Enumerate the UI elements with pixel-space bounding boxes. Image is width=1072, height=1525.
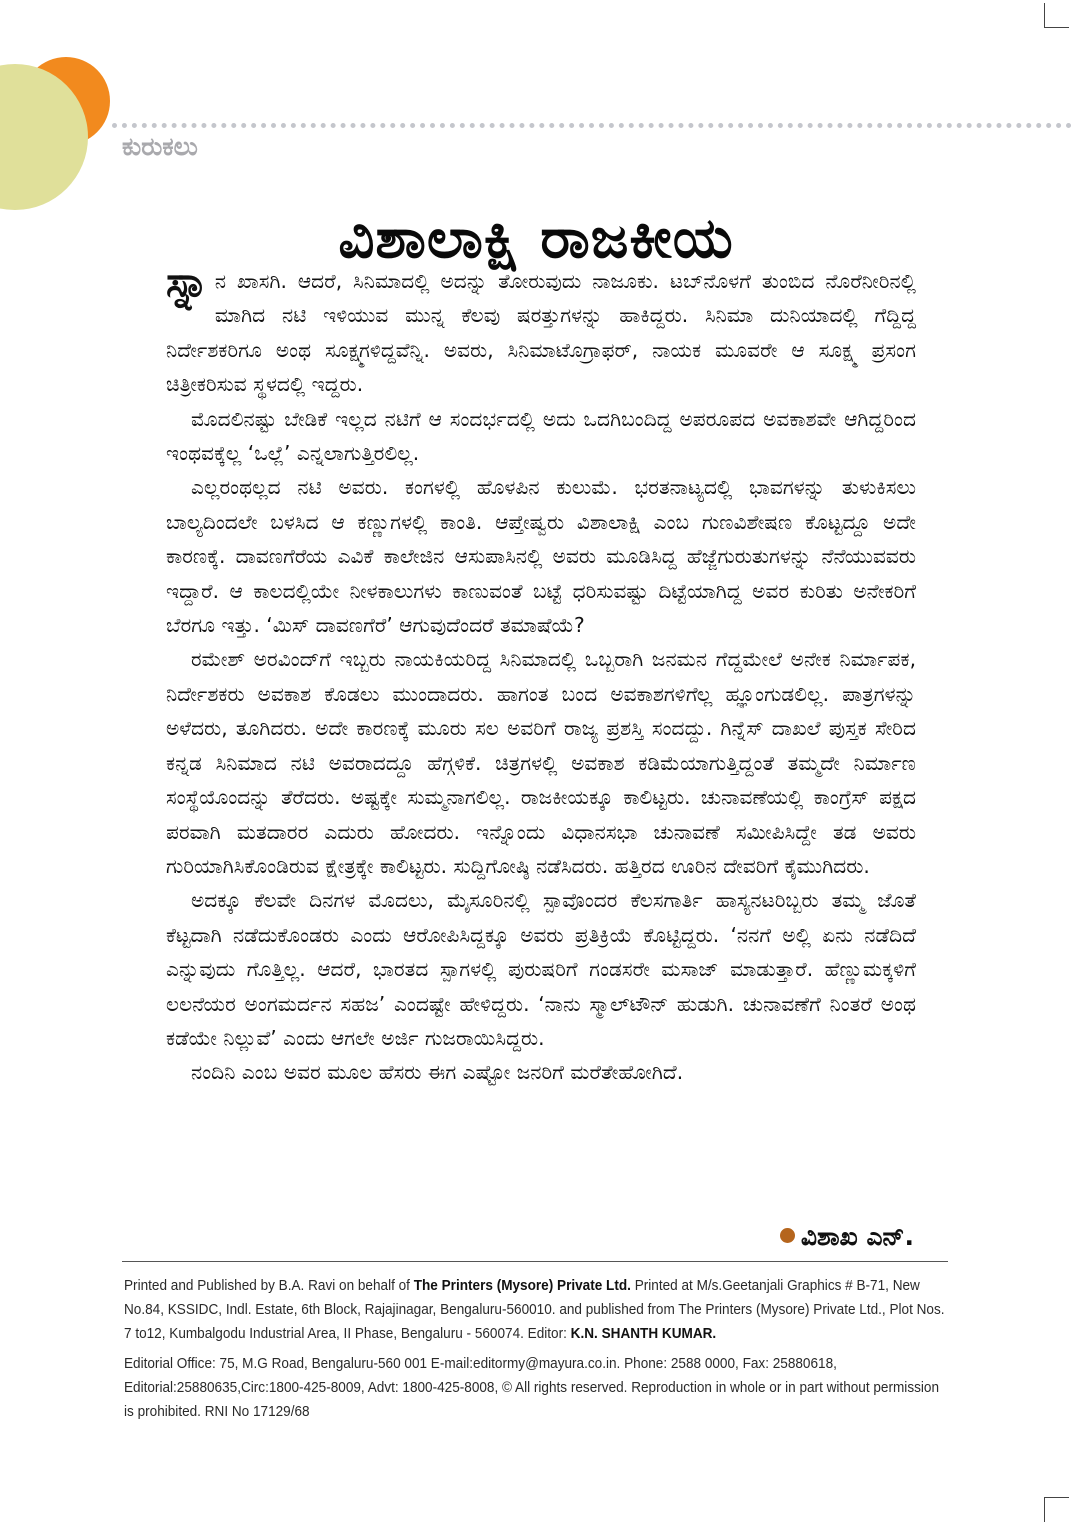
crop-mark-bottom-right <box>1044 1497 1069 1522</box>
article-paragraph-5: ಅದಕ್ಕೂ ಕೆಲವೇ ದಿನಗಳ ಮೊದಲು, ಮೈಸೂರಿನಲ್ಲಿ ಸ್ಪಾವೊಂದರ ಕೆಲಸಗಾರ್ತಿ ಹಾಸ್ಯನಟರಿಬ್ಬರು ತಮ್ಮ ಜೊತೆ ಕೆಟ್ಟದಾಗಿ ನಡೆದುಕೊಂಡರು ಎಂದು ಆರೋಪಿಸಿದ್ದಕ್ಕೂ ಅವರು ಪ್ರತಿಕ್ರಿಯೆ ಕೊಟ್ಟಿದ್ದರು. ‘ನನಗೆ ಅಲ್ಲಿ ಏನು ನಡೆದಿದೆ ಎನ್ನುವುದು ಗೊತ್ತಿಲ್ಲ. ಆದರೆ, ಭಾರತದ ಸ್ಪಾಗಳಲ್ಲಿ ಪುರುಷರಿಗೆ ಗಂಡಸರೇ ಮಸಾಜ್ ಮಾಡುತ್ತಾರೆ. ಹೆಣ್ಣುಮಕ್ಕಳಿಗೆ ಲಲನೆಯರ ಅಂಗಮರ್ದನ ಸಹಜ’ ಎಂದಷ್ಟೇ ಹೇಳಿದ್ದರು. ‘ನಾನು ಸ್ಮಾಲ್‌ಟೌನ್ ಹುಡುಗಿ. ಚುನಾವಣೆಗೆ ನಿಂತರೆ ಅಂಥ ಕಡೆಯೇ ನಿಲ್ಲುವೆ’ ಎಂದು ಆಗಲೇ ಅರ್ಜಿ ಗುಜರಾಯಿಸಿದ್ದರು. <box>166 888 916 1050</box>
article-paragraph-2: ಮೊದಲಿನಷ್ಟು ಬೇಡಿಕೆ ಇಲ್ಲದ ನಟಿಗೆ ಆ ಸಂದರ್ಭದಲ್ಲಿ ಅದು ಒದಗಿಬಂದಿದ್ದ ಅಪರೂಪದ ಅವಕಾಶವೇ ಆಗಿದ್ದರಿಂದ ಇಂಥವಕ್ಕೆಲ್ಲ ‘ಒಲ್ಲೆ’ ಎನ್ನಲಾಗುತ್ತಿರಲಿಲ್ಲ. <box>166 406 916 466</box>
imprint-text: Printed at M/s.Geetanjali Graphics # B-71, New No.84, KSSIDC, Indl. Estate, 6th Block, Rajajinagar, Bengaluru-560010. and published from The Printers (Mysore) Private Ltd., Plot Nos. 7 to12, Kumbalgodu Industrial Area, II Phase, Bengaluru - 560074. Editor: <box>124 1278 945 1342</box>
author-name: ವಿಶಾಖ ಎನ್. <box>800 1222 914 1251</box>
author-byline <box>780 1222 914 1252</box>
header-dotted-rule <box>112 123 1072 128</box>
article-body <box>166 257 916 1090</box>
article-paragraph-6: ನಂದಿನಿ ಎಂಬ ಅವರ ಮೂಲ ಹೆಸರು ಈಗ ಎಷ್ಟೋ ಜನರಿಗೆ ಮರೆತೇಹೋಗಿದೆ. <box>191 1060 684 1085</box>
article-headline: ವಿಶಾಲಾಕ್ಷಿ ರಾಜಕೀಯ <box>338 205 734 271</box>
article-paragraph-4: ರಮೇಶ್ ಅರವಿಂದ್‌ಗೆ ಇಬ್ಬರು ನಾಯಕಿಯರಿದ್ದ ಸಿನಿಮಾದಲ್ಲಿ ಒಬ್ಬರಾಗಿ ಜನಮನ ಗೆದ್ದಮೇಲೆ ಅನೇಕ ನಿರ್ಮಾಪಕ, ನಿರ್ದೇಶಕರು ಅವಕಾಶ ಕೊಡಲು ಮುಂದಾದರು. ಹಾಗಂತ ಬಂದ ಅವಕಾಶಗಳಿಗೆಲ್ಲ ಹ್ಞೂಂಗುಡಲಿಲ್ಲ. ಪಾತ್ರಗಳನ್ನು ಅಳೆದರು, ತೂಗಿದರು. ಅದೇ ಕಾರಣಕ್ಕೆ ಮೂರು ಸಲ ಅವರಿಗೆ ರಾಜ್ಯ ಪ್ರಶಸ್ತಿ ಸಂದದ್ದು. ಗಿನ್ನೆಸ್ ದಾಖಲೆ ಪುಸ್ತಕ ಸೇರಿದ ಕನ್ನಡ ಸಿನಿಮಾದ ನಟಿ ಅವರಾದದ್ದೂ ಹೆಗ್ಗಳಿಕೆ. ಚಿತ್ರಗಳಲ್ಲಿ ಅವಕಾಶ ಕಡಿಮೆಯಾಗುತ್ತಿದ್ದಂತೆ ತಮ್ಮದೇ ನಿರ್ಮಾಣ ಸಂಸ್ಥೆಯೊಂದನ್ನು ತೆರೆದರು. ಅಷ್ಟಕ್ಕೇ ಸುಮ್ಮನಾಗಲಿಲ್ಲ. ರಾಜಕೀಯಕ್ಕೂ ಕಾಲಿಟ್ಟರು. ಚುನಾವಣೆಯಲ್ಲಿ ಕಾಂಗ್ರೆಸ್ ಪಕ್ಷದ ಪರವಾಗಿ ಮತದಾರರ ಎದುರು ಹೋದರು. ಇನ್ನೊಂದು ವಿಧಾನಸಭಾ ಚುನಾವಣೆ ಸಮೀಪಿಸಿದ್ದೇ ತಡ ಅವರು ಗುರಿಯಾಗಿಸಿಕೊಂಡಿರುವ ಕ್ಷೇತ್ರಕ್ಕೇ ಕಾಲಿಟ್ಟರು. ಸುದ್ದಿಗೋಷ್ಠಿ ನಡೆಸಿದರು. ಹತ್ತಿರದ ಊರಿನ ದೇವರಿಗೆ ಕೈಮುಗಿದರು. <box>166 647 916 878</box>
bullet-dot-icon <box>780 1228 795 1243</box>
paragraph-text: ನ ಖಾಸಗಿ. ಆದರೆ, ಸಿನಿಮಾದಲ್ಲಿ ಅದನ್ನು ತೋರುವುದು ನಾಜೂಕು. ಟಬ್‌ನೊಳಗೆ ತುಂಬಿದ ನೊರೆನೀರಿನಲ್ಲಿ ಮಾಗಿದ ನಟಿ ಇಳಿಯುವ ಮುನ್ನ ಕೆಲವು ಷರತ್ತುಗಳನ್ನು ಹಾಕಿದ್ದರು. ಸಿನಿಮಾ ದುನಿಯಾದಲ್ಲಿ ಗೆದ್ದಿದ್ದ ನಿರ್ದೇಶಕರಿಗೂ ಅಂಥ ಸೂಕ್ಷ್ಮಗಳಿದ್ದವೆನ್ನಿ. ಅವರು, ಸಿನಿಮಾಟೊಗ್ರಾಫರ್, ನಾಯಕ ಮೂವರೇ ಆ ಸೂಕ್ಷ್ಮ ಪ್ರಸಂಗ ಚಿತ್ರೀಕರಿಸುವ ಸ್ಥಳದಲ್ಲಿ ಇದ್ದರು. <box>166 269 916 397</box>
publisher-name: The Printers (Mysore) Private Ltd. <box>413 1278 631 1294</box>
drop-cap: ಸ್ನಾ <box>166 257 209 306</box>
section-label: ಕುರುಕಲು <box>122 132 198 161</box>
editorial-office-info: Editorial Office: 75, M.G Road, Bengaluru-560 001 E-mail:editormy@mayura.co.in. Phone: 2588 0000, Fax: 25880618, Editorial:25880635,Circ:1800-425-8009, Advt: 1800-425-8008, © All rights reserved. Reproduction in whole or in part without permission is prohibited. RNI No 17129/68 <box>124 1356 940 1420</box>
print-imprint <box>124 1274 952 1346</box>
footer-rule <box>122 1261 948 1262</box>
imprint-text: Printed and Published by B.A. Ravi on behalf of <box>124 1278 414 1294</box>
article-paragraph-1 <box>166 257 916 402</box>
article-paragraph-3: ಎಲ್ಲರಂಥಲ್ಲದ ನಟಿ ಅವರು. ಕಂಗಳಲ್ಲಿ ಹೊಳಪಿನ ಕುಲುಮೆ. ಭರತನಾಟ್ಯದಲ್ಲಿ ಭಾವಗಳನ್ನು ತುಳುಕಿಸಲು ಬಾಲ್ಯದಿಂದಲೇ ಬಳಸಿದ ಆ ಕಣ್ಣುಗಳಲ್ಲಿ ಕಾಂತಿ. ಆಪ್ತೇಷ್ವರು ವಿಶಾಲಾಕ್ಷಿ ಎಂಬ ಗುಣವಿಶೇಷಣ ಕೊಟ್ಟದ್ದೂ ಅದೇ ಕಾರಣಕ್ಕೆ. ದಾವಣಗೆರೆಯ ಎವಿಕೆ ಕಾಲೇಜಿನ ಆಸುಪಾಸಿನಲ್ಲಿ ಅವರು ಮೂಡಿಸಿದ್ದ ಹೆಜ್ಜೆಗುರುತುಗಳನ್ನು ನೆನೆಯುವವರು ಇದ್ದಾರೆ. ಆ ಕಾಲದಲ್ಲಿಯೇ ನೀಳಕಾಲುಗಳು ಕಾಣುವಂತೆ ಬಟ್ಟೆ ಧರಿಸುವಷ್ಟು ದಿಟ್ಟೆಯಾಗಿದ್ದ ಅವರ ಕುರಿತು ಅನೇಕರಿಗೆ ಬೆರಗೂ ಇತ್ತು. ‘ಮಿಸ್ ದಾವಣಗೆರೆ’ ಆಗುವುದೆಂದರೆ ತಮಾಷೆಯೆ? <box>166 475 916 638</box>
editor-name: K.N. SHANTH KUMAR. <box>570 1326 717 1342</box>
crop-mark-top-right <box>1044 3 1069 28</box>
